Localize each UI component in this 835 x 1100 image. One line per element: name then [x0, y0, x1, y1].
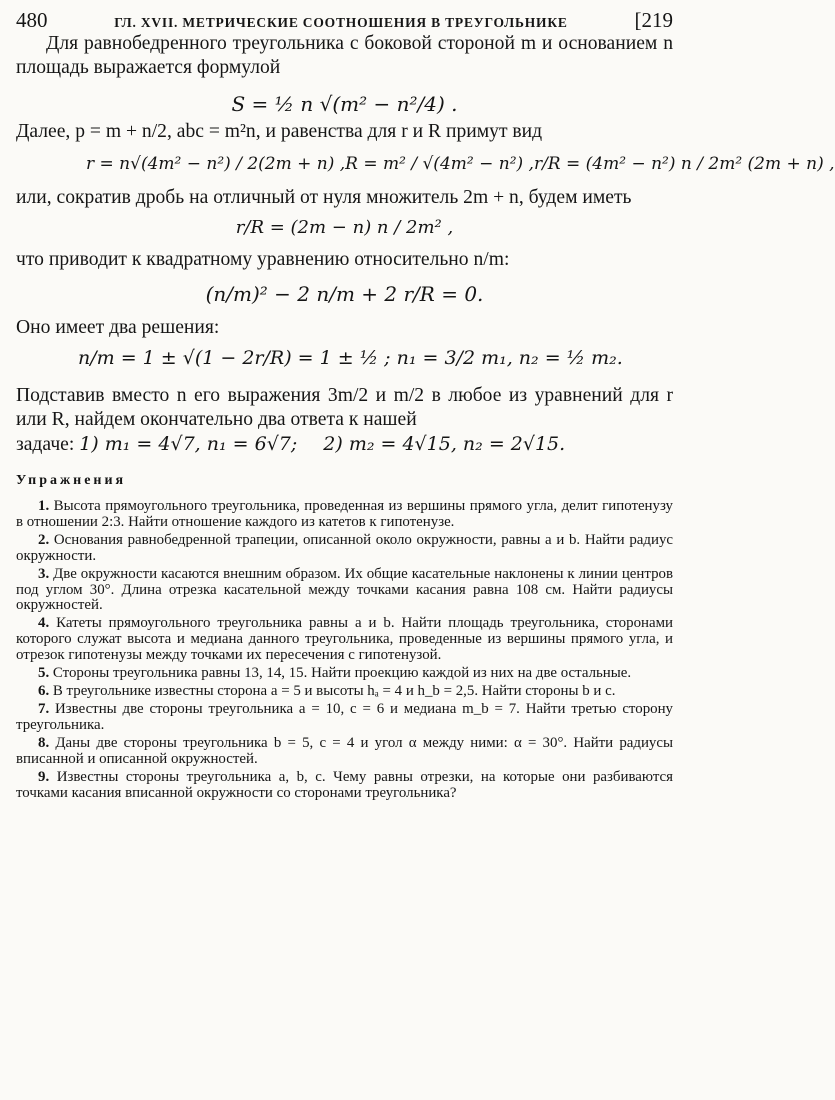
formula-quadratic: (n/m)² − 2 n/m + 2 r/R = 0.	[205, 282, 484, 306]
answer-1: 1) m₁ = 4√7, n₁ = 6√7;	[79, 433, 298, 455]
exercise-item	[16, 684, 673, 700]
exercise-text: Высота прямоугольного треугольника, проведенная из вершины прямого угла, делит гипотенузу в отношении 2:3. Найти отношение каждого из катетов к гипотенузе.	[16, 498, 673, 530]
exercise-item	[16, 499, 673, 530]
exercise-text: Стороны треугольника равны 13, 14, 15. Найти проекцию каждой из них на две остальные.	[52, 665, 632, 682]
exercise-text: Катеты прямоугольного треугольника равны a и b. Найти площадь треугольника, сторонами которого служат высота и медиана данного треугольника, проведенные из вершины прямого угла, и отрезок гипотенузы между точками их пересечения с гипотенузой.	[16, 615, 673, 663]
answer-2: 2) m₂ = 4√15, n₂ = 2√15.	[323, 433, 566, 455]
exercise-text: Известны стороны треугольника a, b, c. Чему равны отрезки, на которые они разбиваются точками касания вписанной окружности со сторонами треугольника?	[16, 769, 673, 801]
exercise-item	[16, 533, 673, 564]
exercise-item	[16, 770, 673, 801]
exercise-number: 2.	[38, 531, 50, 548]
exercise-text: Основания равнобедренной трапеции, описанной около окружности, равны a и b. Найти радиус окружности.	[16, 531, 673, 564]
formula-row-r-R	[16, 152, 835, 176]
answers-label: задаче:	[16, 434, 75, 455]
paragraph-two-solutions: Оно имеет два решения:	[16, 317, 220, 338]
exercise-item	[16, 702, 673, 733]
section-number: [219	[634, 8, 673, 32]
main-text	[16, 32, 835, 457]
exercise-text: Две окружности касаются внешним образом. Их общие касательные наклонены к линии центров под углом 30°. Длина отрезка касательной между точками касания равна 108 см. Найти радиусы окружностей.	[16, 565, 673, 614]
exercise-item	[16, 666, 673, 682]
exercise-item	[16, 616, 673, 663]
formula-solutions: n/m = 1 ± √(1 − 2r/R) = 1 ± ½ ; n₁ = 3/2 m₁, n₂ = ½ m₂.	[78, 347, 623, 369]
exercises-heading: Упражнения	[16, 473, 127, 488]
exercise-text: Известны две стороны треугольника a = 10, c = 6 и медиана m_b = 7. Найти третью сторону треугольника.	[16, 701, 673, 734]
exercise-item	[16, 567, 673, 614]
page-header	[16, 0, 673, 32]
paragraph-quadratic: что приводит к квадратному уравнению относительно n/m:	[16, 249, 510, 270]
formula-area: S = ½ n √(m² − n²/4) .	[231, 92, 458, 116]
paragraph-substitute: Подставив вместо n его выражения 3m/2 и m/2 в любое из уравнений для r или R, найдем окончательно два ответа к нашей	[16, 385, 673, 430]
paragraph-area-intro: Для равнобедренного треугольника с боковой стороной m и основанием n площадь выражается формулой	[16, 33, 673, 78]
exercise-number: 4.	[38, 615, 50, 632]
exercise-number: 5.	[38, 665, 50, 682]
exercise-number: 6.	[38, 683, 50, 700]
formula-R: R = m² / √(4m² − n²) ,	[345, 154, 534, 174]
formula-r: r = n√(4m² − n²) / 2(2m + n) ,	[86, 154, 346, 174]
paragraph-cancel: или, сократив дробь на отличный от нуля множитель 2m + n, будем иметь	[16, 187, 632, 208]
answers-line	[16, 432, 673, 457]
chapter-title: ГЛ. XVII. МЕТРИЧЕСКИЕ СООТНОШЕНИЯ В ТРЕУГОЛЬНИКЕ	[114, 15, 568, 30]
exercise-number: 8.	[38, 735, 50, 752]
exercise-text: В треугольнике известны сторона a = 5 и высоты hₐ = 4 и h_b = 2,5. Найти стороны b и c.	[52, 683, 616, 700]
exercise-number: 9.	[38, 769, 50, 786]
exercise-number: 7.	[38, 701, 50, 718]
exercise-text: Даны две стороны треугольника b = 5, c = 4 и угол α между ними: α = 30°. Найти радиусы вписанной и описанной окружностей.	[16, 735, 673, 768]
exercise-number: 1.	[38, 498, 50, 514]
exercise-number: 3.	[38, 565, 50, 582]
formula-ratio-simplified: r/R = (2m − n) n / 2m² ,	[235, 217, 454, 238]
formula-ratio: r/R = (4m² − n²) n / 2m² (2m + n) ,	[533, 154, 835, 174]
exercises-list	[16, 499, 673, 802]
paragraph-then: Далее, p = m + n/2, abc = m²n, и равенства для r и R примут вид	[16, 121, 543, 142]
exercise-item	[16, 736, 673, 767]
page-number: 480	[16, 8, 48, 32]
